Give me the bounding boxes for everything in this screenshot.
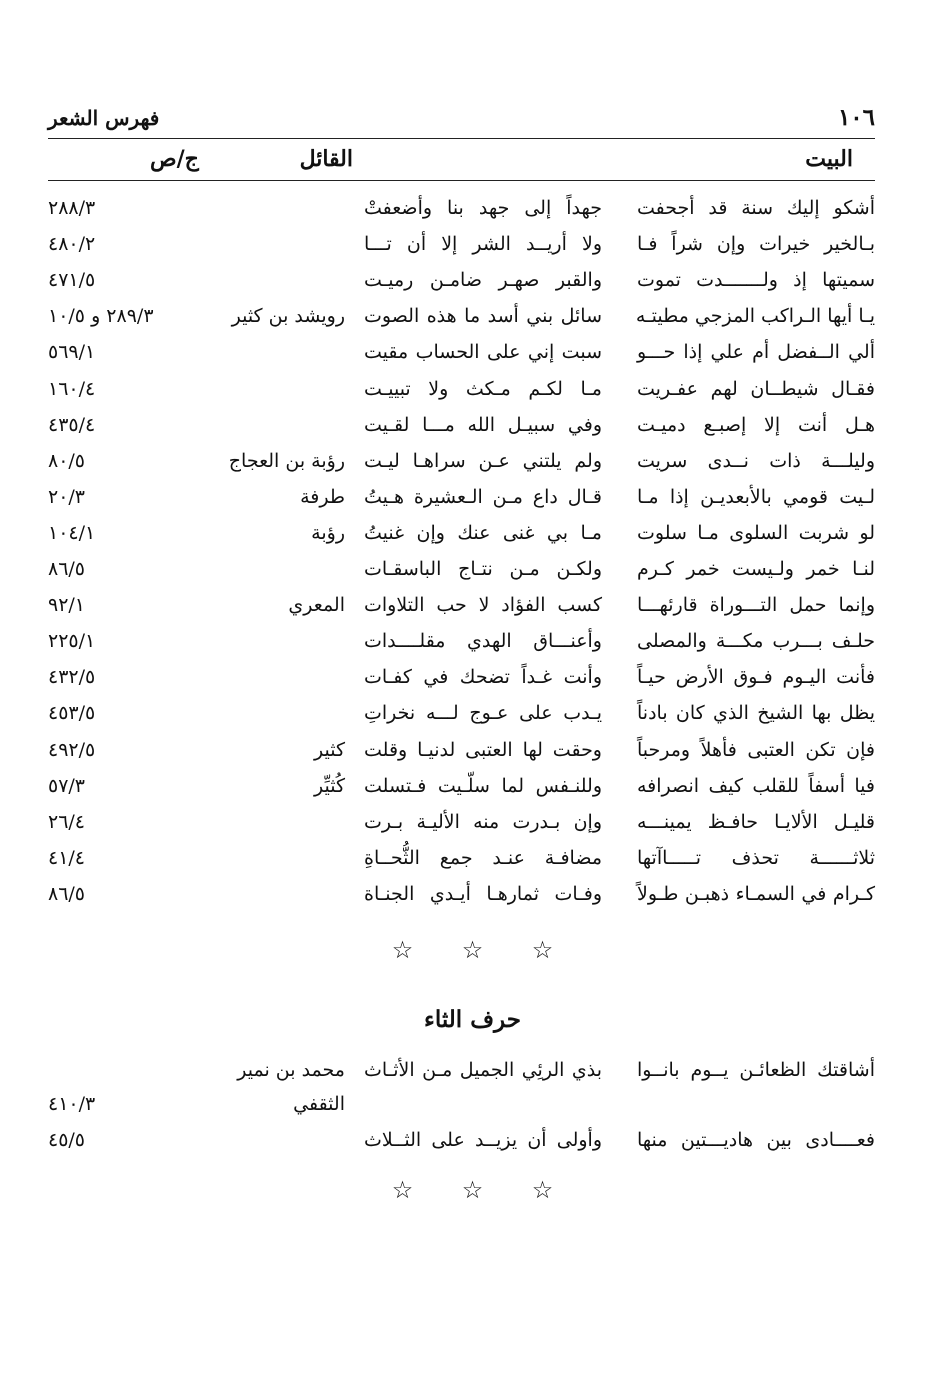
page-header — [48, 104, 875, 139]
table-row — [48, 732, 875, 768]
section-divider-stars — [0, 1176, 945, 1204]
volume-page-ref: ٥٧/٣ — [48, 774, 86, 797]
second-hemistich: مـا لكـم مـكث ولا تبييـت — [364, 377, 602, 400]
poet-name: رؤبة — [311, 521, 345, 544]
table-row — [48, 515, 875, 551]
column-header-poet: القائل — [299, 146, 353, 172]
first-hemistich: يـا أيها الـراكب المزجي مطيتـه — [635, 305, 875, 328]
star-icon: ☆ — [461, 1176, 484, 1204]
volume-page-ref: ٤٣٢/٥ — [48, 666, 96, 689]
table-row — [48, 334, 875, 370]
second-hemistich: وللنـفس لما سلّـيت فـتسلت — [364, 774, 602, 797]
poet-name: طرفة — [300, 485, 345, 508]
star-icon: ☆ — [531, 1176, 554, 1204]
first-hemistich: كـرام في السمـاء ذهبـن طـولاً — [637, 882, 875, 905]
volume-page-ref: ١٠٤/١ — [48, 521, 96, 544]
poet-name: كُثيِّر — [314, 774, 345, 797]
star-icon: ☆ — [391, 1176, 414, 1204]
section-title: حرف الثاء — [424, 1006, 521, 1033]
volume-page-ref: ٥٦٩/١ — [48, 341, 96, 364]
second-hemistich: وفـات ثمارهـا أيـدي الجنـاة — [364, 882, 602, 905]
table-row — [48, 1086, 875, 1122]
volume-page-ref: ٩٢/١ — [48, 594, 86, 617]
second-hemistich: ولا أريــد الشر إلا أن تـــا — [364, 233, 602, 256]
volume-page-ref: ٢٢٥/١ — [48, 630, 96, 653]
table-row — [48, 768, 875, 804]
poet-name: محمد بن نمير — [237, 1059, 345, 1081]
table-row — [48, 876, 875, 912]
second-hemistich: يـدب على عـوج لـــه نخراتِ — [364, 702, 602, 725]
table-row — [48, 262, 875, 298]
column-header-rule — [48, 180, 875, 181]
first-hemistich: وإنما حمل التـــوراة قارئهـــا — [637, 594, 875, 617]
first-hemistich: أشاقتك الظعائـن يــوم بانــوا — [637, 1059, 875, 1081]
second-hemistich: وحقت لها العتبى لدنيـا وقلت — [364, 738, 602, 761]
volume-page-ref: ٤٩٢/٥ — [48, 738, 96, 761]
first-hemistich: لنـا خمر ولـيست خمر كـرم — [637, 558, 875, 580]
first-hemistich: أشكو إليك سنة قد أجحفت — [637, 197, 875, 219]
table-row — [48, 695, 875, 731]
page-number: ١٠٦ — [837, 104, 875, 131]
second-hemistich: وأنت غـداً تضحك في كفـات — [364, 666, 602, 689]
poet-name: رؤبة بن العجاج — [228, 449, 345, 472]
star-icon: ☆ — [391, 936, 414, 964]
running-title: فهرس الشعر — [48, 106, 160, 130]
first-hemistich: قليـل الألايـا حافـظ يمينـــه — [637, 810, 875, 833]
first-hemistich: فيا أسفاً للقلب كيف انصرافه — [637, 774, 875, 797]
first-hemistich: لو شربت السلوى مـا سلوت — [637, 521, 875, 544]
first-hemistich: فإن تكن العتبى فأهلاً ومرحباً — [637, 738, 875, 761]
volume-page-ref: ٤٧١/٥ — [48, 269, 96, 292]
volume-page-ref: ٢٦/٤ — [48, 810, 86, 833]
volume-page-ref: ٢٨٩/٣ و ١٠/٥ — [48, 305, 154, 328]
volume-page-ref: ٢٨٨/٣ — [48, 197, 96, 219]
second-hemistich: قـال داع مـن الـعشيرة هـيتُ — [364, 485, 602, 508]
volume-page-ref: ٤١٠/٣ — [48, 1093, 96, 1115]
first-hemistich: يظل بها الشيخ الذي كان بادناً — [637, 702, 875, 725]
volume-page-ref: ٨٦/٥ — [48, 882, 86, 905]
table-row — [48, 659, 875, 695]
second-hemistich: سائل بني أسد ما هذه الصوت — [364, 305, 602, 328]
second-hemistich: وفي سبيـل الله مـــا لقـيت — [364, 413, 602, 436]
second-hemistich: مضافـة عنـد جمع الثُّحــاةِ — [364, 846, 602, 869]
table-row — [48, 804, 875, 840]
second-hemistich: جهداً إلى جهد بنا وأضعفتْ — [364, 197, 602, 219]
first-hemistich: وليلـــة ذات نــدى سريت — [637, 449, 875, 472]
table-row — [48, 840, 875, 876]
volume-page-ref: ٨٦/٥ — [48, 558, 86, 580]
second-hemistich: وأعنـــاق الهدي مقلــــدات — [364, 630, 602, 653]
column-header-reference: ج/ص — [150, 146, 199, 172]
second-hemistich: ولكـن مـن نتـاج الباسقـات — [364, 558, 602, 580]
volume-page-ref: ٨٠/٥ — [48, 449, 86, 472]
star-icon: ☆ — [461, 936, 484, 964]
table-row — [48, 371, 875, 407]
second-hemistich: وإن بـدرت منه الأليـة بـرت — [364, 810, 602, 833]
second-hemistich: كسب الفؤاد لا حب التلاوات — [364, 594, 602, 617]
table-row — [48, 407, 875, 443]
table-row — [48, 1052, 875, 1088]
poet-name: رويشد بن كثير — [231, 305, 345, 328]
table-row — [48, 226, 875, 262]
first-hemistich: ثلاثــــــة تحذف تـــــاآتها — [637, 846, 875, 869]
first-hemistich: فأنت اليـوم فـوق الأرض حيـاً — [637, 666, 875, 689]
second-hemistich: وأولى أن يزيــد على الثــلاث — [364, 1129, 602, 1151]
second-hemistich: ولم يلتني عـن سراهـا ليـت — [364, 449, 602, 472]
volume-page-ref: ٤١/٤ — [48, 846, 86, 869]
first-hemistich: لـيت قومي بالأبعديـن إذا مـا — [637, 485, 875, 508]
second-hemistich: بذي الرئِي الجميل مـن الأثـاث — [364, 1059, 602, 1081]
first-hemistich: ألي الــفضل أم علي إذا حـــو — [637, 341, 875, 364]
second-hemistich: سبت إني على الحساب مقيت — [364, 341, 602, 364]
table-row — [48, 623, 875, 659]
first-hemistich: فقـال شيطــان لهم عفـريت — [637, 377, 875, 400]
first-hemistich: سميتها إذ ولـــــــدت تموت — [637, 269, 875, 292]
volume-page-ref: ٤٥/٥ — [48, 1129, 86, 1151]
first-hemistich: حلـف بـــرب مكـــة والمصلى — [637, 630, 875, 653]
table-row — [48, 298, 875, 334]
volume-page-ref: ٢٠/٣ — [48, 485, 86, 508]
first-hemistich: هـل أنت إلا إصبـع دميـت — [637, 413, 875, 436]
volume-page-ref: ٤٣٥/٤ — [48, 413, 96, 436]
table-row — [48, 443, 875, 479]
table-row — [48, 190, 875, 226]
first-hemistich: فعــــادى بين هاديـــتين منها — [637, 1129, 875, 1151]
column-header-beit: البيت — [805, 146, 853, 172]
poet-name: المعري — [288, 594, 345, 617]
poet-name: كثير — [314, 738, 345, 761]
volume-page-ref: ٤٨٠/٢ — [48, 233, 96, 256]
first-hemistich: بـالخير خيرات وإن شراً فـا — [637, 233, 875, 256]
table-row — [48, 587, 875, 623]
table-row — [48, 1122, 875, 1158]
poet-name-continued: الثقفي — [293, 1093, 345, 1115]
volume-page-ref: ٤٥٣/٥ — [48, 702, 96, 725]
table-row — [48, 551, 875, 587]
section-divider-stars — [0, 936, 945, 964]
table-row — [48, 479, 875, 515]
volume-page-ref: ١٦٠/٤ — [48, 377, 96, 400]
second-hemistich: مـا بي غنى عنك وإن غنيتُ — [364, 521, 602, 544]
star-icon: ☆ — [531, 936, 554, 964]
second-hemistich: والقبر صهـر ضامـن رميـت — [364, 269, 602, 292]
